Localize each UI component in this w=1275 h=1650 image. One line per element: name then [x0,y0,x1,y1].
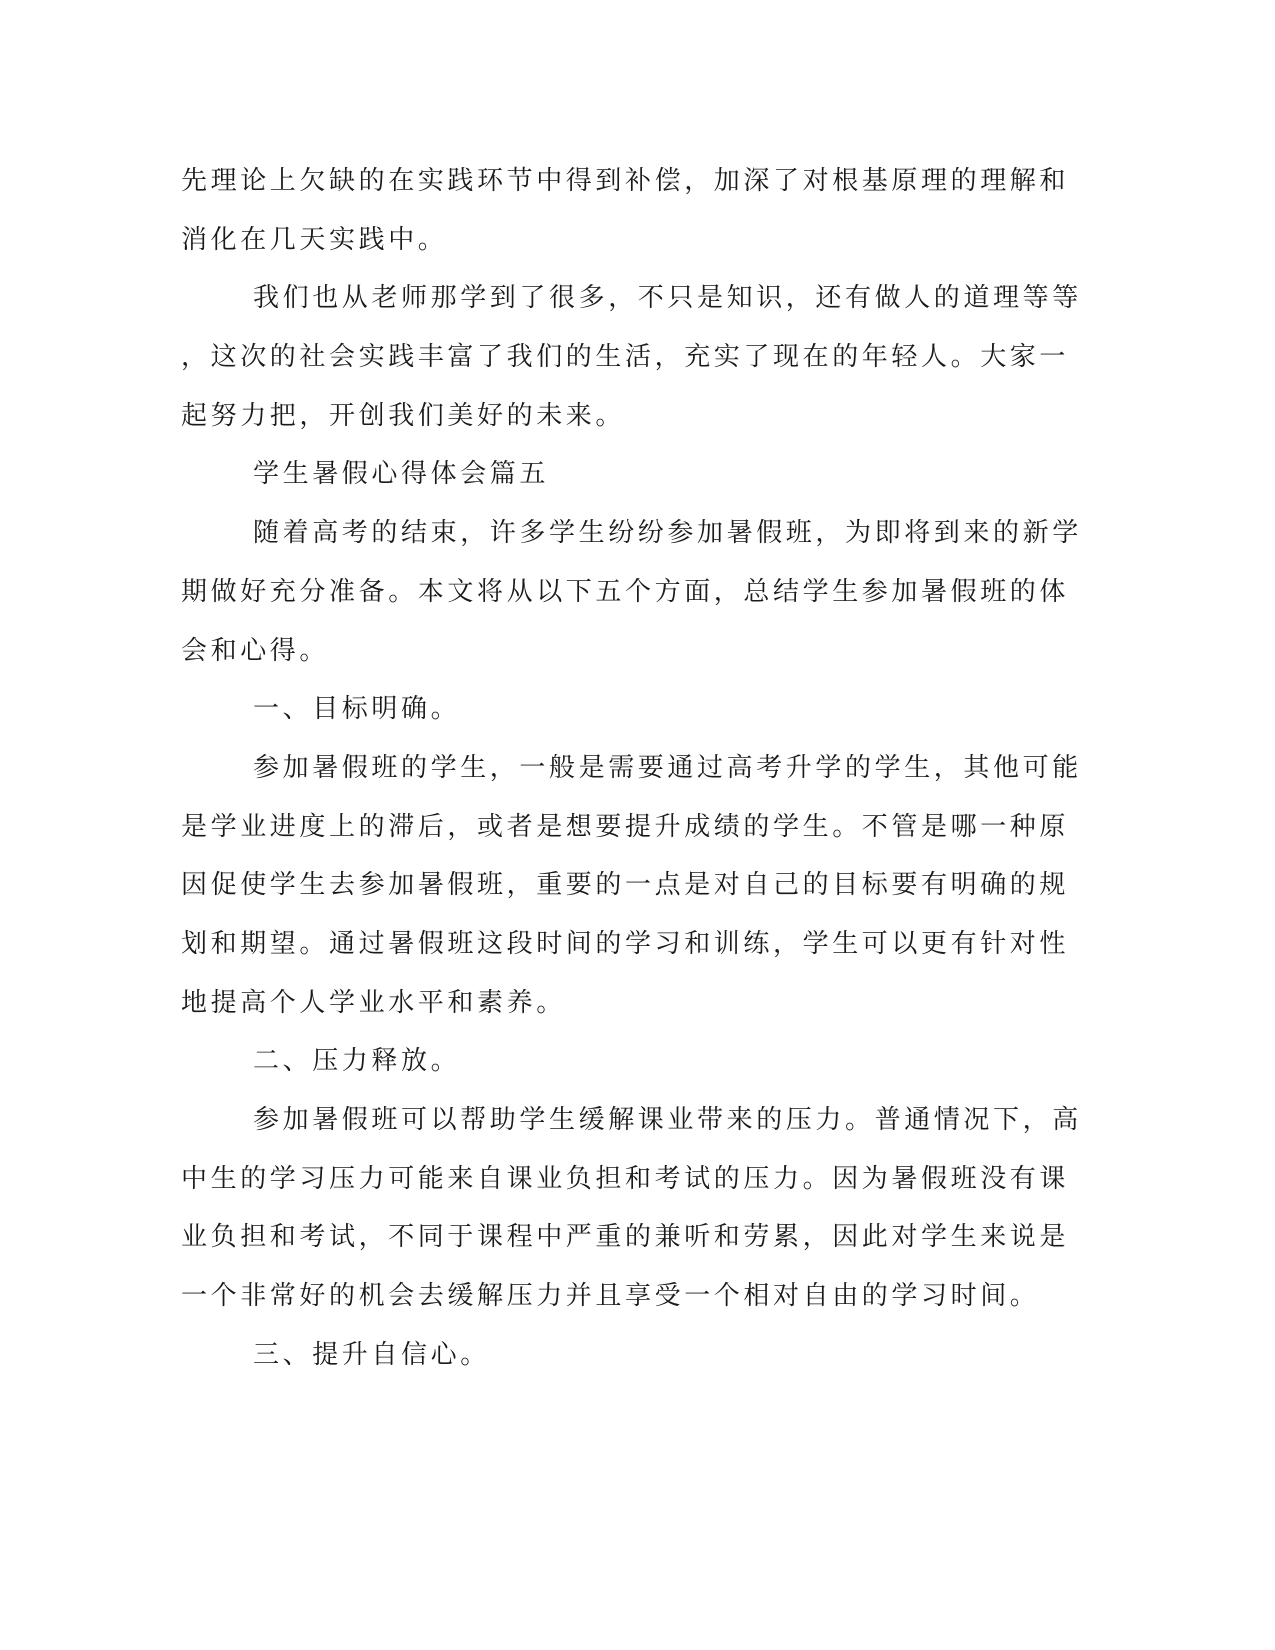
text-line: 我们也从老师那学到了很多，不只是知识，还有做人的道理等等 [253,283,1082,314]
subsection-heading: 二、压力释放。 [253,1046,461,1077]
text-line: 随着高考的结束，许多学生纷纷参加暑假班，为即将到来的新学 [253,518,1082,549]
subsection-heading: 三、提升自信心。 [253,1339,490,1370]
text-line: 起努力把，开创我们美好的未来。 [181,400,626,431]
text-line: ，这次的社会实践丰富了我们的生活，充实了现在的年轻人。大家一 [181,342,1070,373]
text-line: 会和心得。 [181,635,330,666]
text-line: 一个非常好的机会去缓解压力并且享受一个相对自由的学习时间。 [181,1281,1040,1312]
text-line: 业负担和考试，不同于课程中严重的兼听和劳累，因此对学生来说是 [181,1222,1070,1253]
subsection-heading: 一、目标明确。 [253,694,461,725]
text-line: 先理论上欠缺的在实践环节中得到补偿，加深了对根基原理的理解和 [181,166,1070,196]
section-heading: 学生暑假心得体会篇五 [253,459,550,490]
text-line: 期做好充分准备。本文将从以下五个方面，总结学生参加暑假班的体 [181,576,1070,607]
document-body [181,152,1081,1384]
text-line: 参加暑假班可以帮助学生缓解课业带来的压力。普通情况下，高 [253,1105,1082,1135]
text-line: 地提高个人学业水平和素养。 [181,987,566,1018]
text-line: 参加暑假班的学生，一般是需要通过高考升学的学生，其他可能 [253,752,1082,783]
text-line: 中生的学习压力可能来自课业负担和考试的压力。因为暑假班没有课 [181,1163,1070,1194]
text-line: 因促使学生去参加暑假班，重要的一点是对自己的目标要有明确的规 [181,870,1070,901]
text-line: 是学业进度上的滞后，或者是想要提升成绩的学生。不管是哪一种原 [181,811,1070,842]
text-line: 消化在几天实践中。 [181,224,448,255]
text-line: 划和期望。通过暑假班这段时间的学习和训练，学生可以更有针对性 [181,928,1070,959]
